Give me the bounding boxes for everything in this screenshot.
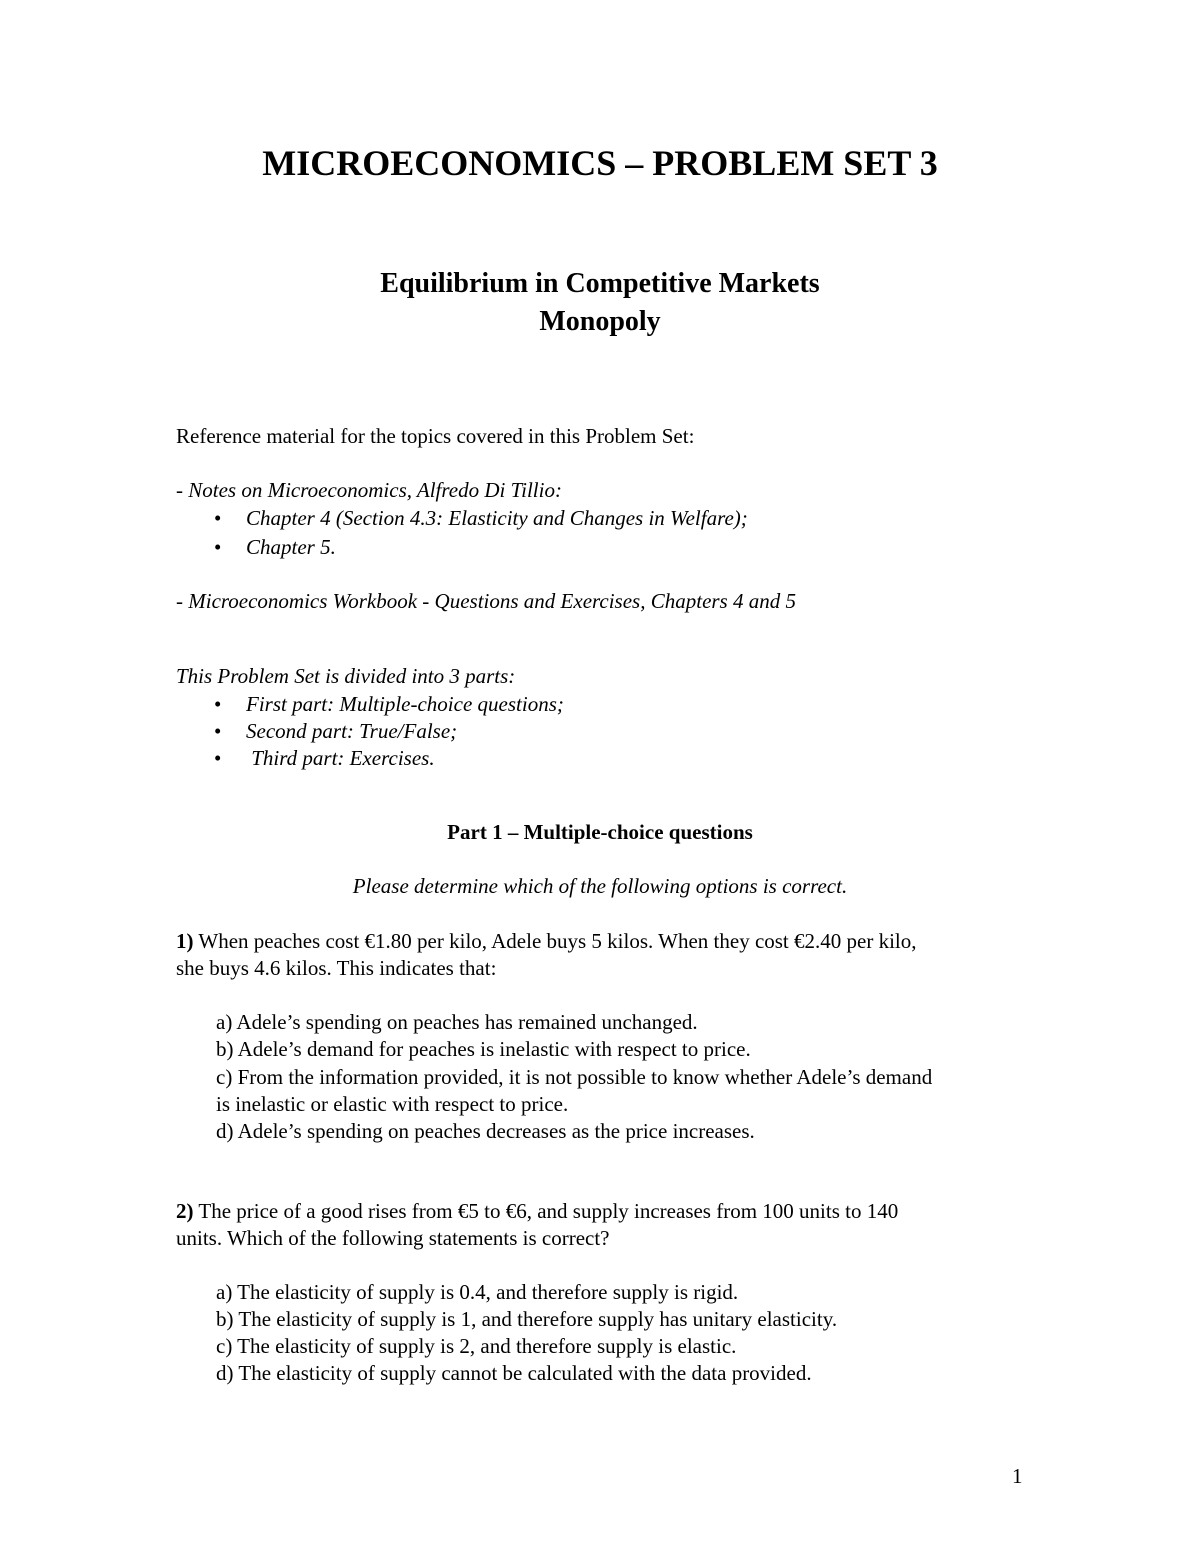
- question-text: The price of a good rises from €5 to €6, and supply increases from 100 units to 140: [193, 1199, 899, 1223]
- bullet-icon: •: [214, 506, 222, 530]
- question-2-option: c) The elasticity of supply is 2, and therefore supply is elastic.: [216, 1334, 737, 1358]
- structure-intro: This Problem Set is divided into 3 parts:: [176, 664, 516, 688]
- reference-notes-item-text: Chapter 4 (Section 4.3: Elasticity and Changes in Welfare);: [246, 506, 748, 530]
- question-1-line1: [176, 928, 917, 955]
- page-number: 1: [1012, 1464, 1023, 1488]
- bullet-icon: •: [214, 719, 222, 743]
- question-1-option-continuation: is inelastic or elastic with respect to price.: [216, 1092, 569, 1116]
- question-number: 2): [176, 1199, 194, 1223]
- question-1-option: b) Adele’s demand for peaches is inelastic with respect to price.: [216, 1037, 751, 1061]
- structure-part-item: [214, 745, 435, 772]
- question-2-option: b) The elasticity of supply is 1, and therefore supply has unitary elasticity.: [216, 1307, 838, 1331]
- question-2-option: d) The elasticity of supply cannot be calculated with the data provided.: [216, 1361, 812, 1385]
- bullet-icon: •: [214, 746, 222, 770]
- part1-instruction: Please determine which of the following options is correct.: [352, 874, 848, 898]
- question-2-line2: units. Which of the following statements is correct?: [176, 1226, 610, 1250]
- question-1-line2: she buys 4.6 kilos. This indicates that:: [176, 956, 497, 980]
- structure-part-text: Third part: Exercises.: [246, 746, 435, 770]
- reference-notes-item: [214, 534, 336, 561]
- question-1-option: c) From the information provided, it is not possible to know whether Adele’s demand: [216, 1065, 933, 1089]
- question-2-option: a) The elasticity of supply is 0.4, and therefore supply is rigid.: [216, 1280, 739, 1304]
- reference-intro: Reference material for the topics covered in this Problem Set:: [176, 424, 695, 448]
- question-1-option: d) Adele’s spending on peaches decreases as the price increases.: [216, 1119, 755, 1143]
- structure-part-item: [214, 691, 564, 718]
- reference-notes-item: [214, 505, 748, 532]
- reference-notes-title: - Notes on Microeconomics, Alfredo Di Tillio:: [176, 478, 562, 502]
- reference-notes-item-text: Chapter 5.: [246, 535, 336, 559]
- bullet-icon: •: [214, 535, 222, 559]
- bullet-icon: •: [214, 692, 222, 716]
- document-title: MICROECONOMICS – PROBLEM SET 3: [262, 143, 938, 183]
- structure-part-item: [214, 718, 457, 745]
- part1-heading: Part 1 – Multiple-choice questions: [447, 820, 753, 844]
- question-number: 1): [176, 929, 194, 953]
- question-2-line1: [176, 1198, 898, 1225]
- document-subtitle-line1: Equilibrium in Competitive Markets: [380, 268, 820, 299]
- structure-part-text: Second part: True/False;: [246, 719, 458, 743]
- question-text: When peaches cost €1.80 per kilo, Adele buys 5 kilos. When they cost €2.40 per kilo,: [193, 929, 917, 953]
- reference-workbook: - Microeconomics Workbook - Questions and Exercises, Chapters 4 and 5: [176, 589, 796, 613]
- document-subtitle-line2: Monopoly: [539, 306, 661, 337]
- structure-part-text: First part: Multiple-choice questions;: [246, 692, 564, 716]
- question-1-option: a) Adele’s spending on peaches has remained unchanged.: [216, 1010, 698, 1034]
